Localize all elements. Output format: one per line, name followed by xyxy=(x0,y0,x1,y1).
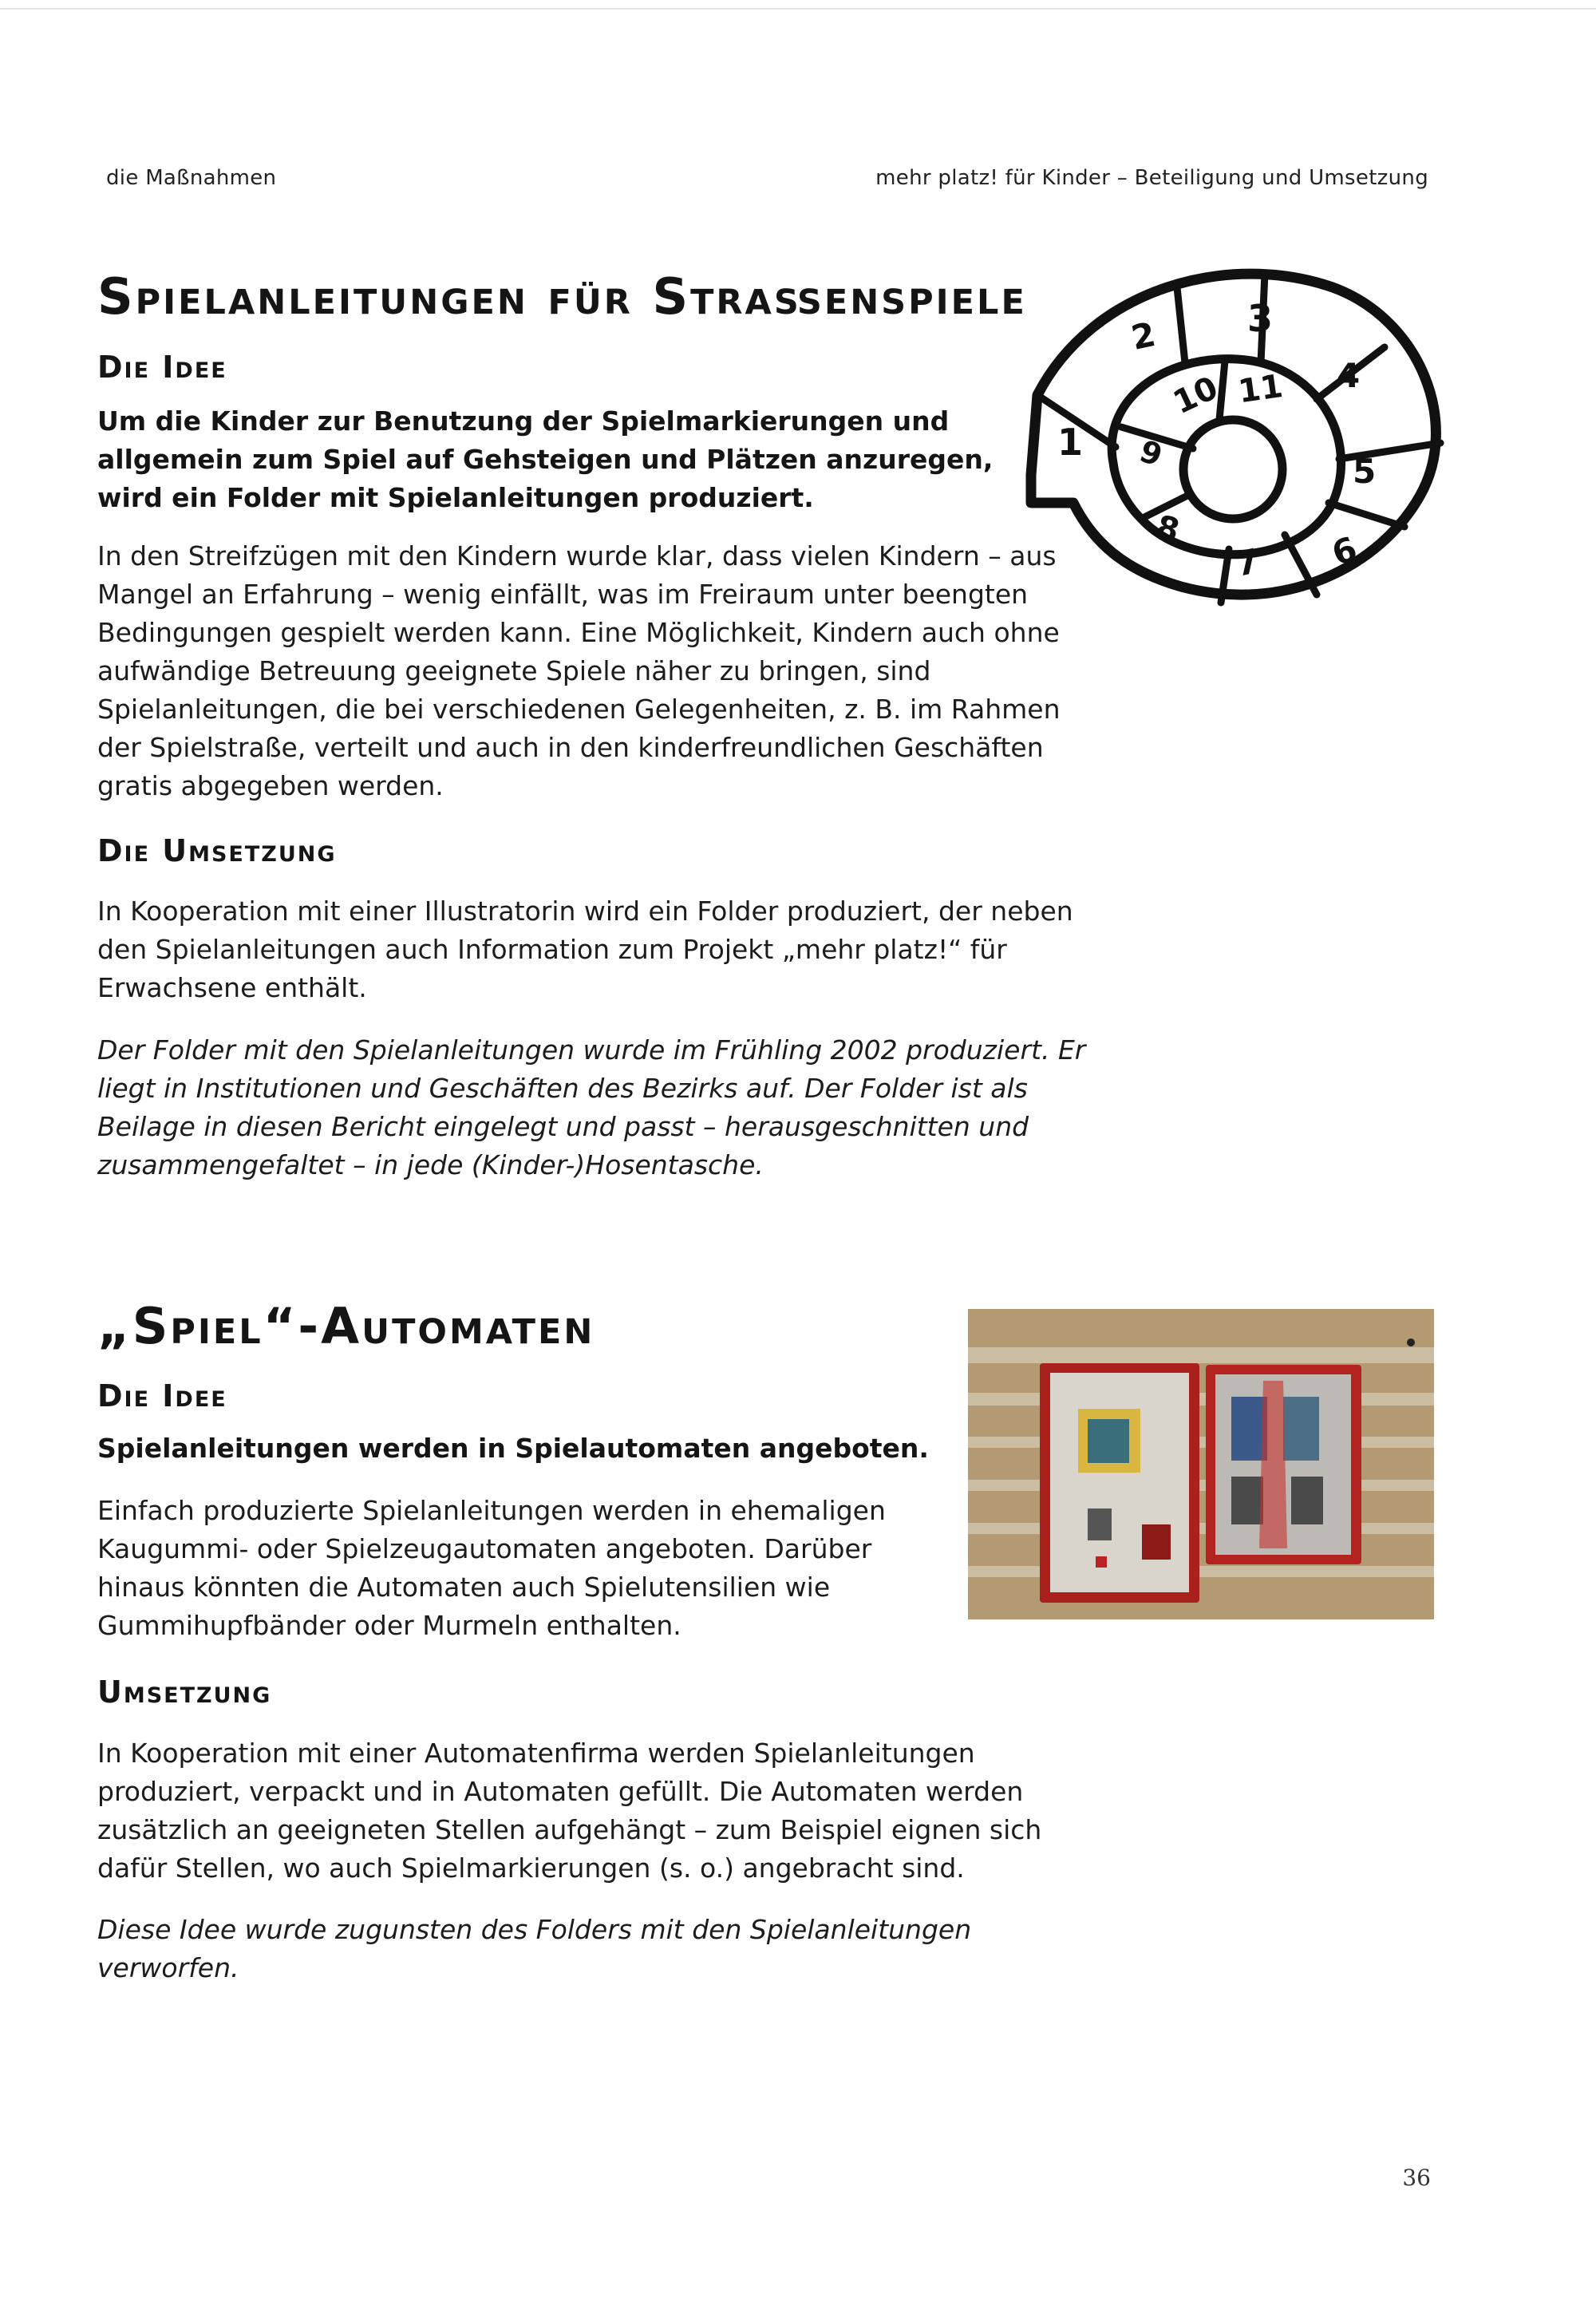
running-header-right: mehr platz! für Kinder – Beteiligung und Umsetzung xyxy=(875,166,1428,190)
note-idee-verworfen: Diese Idee wurde zugunsten des Folders mit den Spielanleitungen verworfen. xyxy=(97,1914,972,1983)
snail-divider xyxy=(1329,503,1404,527)
snail-number: 2 xyxy=(1128,314,1159,358)
snail-number: 1 xyxy=(1057,421,1084,464)
snail-number: 10 xyxy=(1167,370,1224,422)
wall-screw xyxy=(1407,1338,1415,1346)
scan-top-edge xyxy=(0,8,1596,10)
heading-umsetzung-2: Umsetzung xyxy=(97,1674,272,1710)
snail-number: 11 xyxy=(1235,367,1286,411)
snail-number: 7 xyxy=(1231,540,1263,584)
heading-die-idee-2: Die Idee xyxy=(97,1378,227,1414)
body-text-automaten: Einfach produzierte Spielanleitungen werden in ehemaligen Kaugummi- oder Spielzeugautomaten angeboten. Darüber hinaus könnten die Automaten auch Spielutensilien wie Gummihupfbänder oder Murmeln enthalten. xyxy=(97,1495,886,1641)
vending-machines-photo xyxy=(968,1309,1434,1619)
snail-center-circle xyxy=(1183,420,1282,519)
running-header-left: die Maßnahmen xyxy=(106,166,277,190)
snail-number: 8 xyxy=(1152,508,1183,550)
snail-number: 3 xyxy=(1247,297,1274,340)
body-text-umsetzung-1: In Kooperation mit einer Illustratorin wird ein Folder produziert, der neben den Spielanleitungen auch Information zum Projekt „mehr platz!“ für Erwachsene enthält. xyxy=(97,896,1073,1003)
lead-text-2: Spielanleitungen werden in Spielautomaten angeboten. xyxy=(97,1433,929,1464)
body-text-umsetzung-2: In Kooperation mit einer Automatenfirma werden Spielanleitungen produziert, verpackt und in Automaten gefüllt. Die Automaten werden zusätzlich an geeigneten Stellen aufgehängt – zum Beispiel eignen sich dafür Stellen, wo auch Spielmarkierungen (s. o.) angebracht sind. xyxy=(97,1738,1042,1884)
snail-number: 6 xyxy=(1326,528,1362,574)
snail-divider xyxy=(1177,287,1185,363)
vending-machine-left xyxy=(1040,1363,1199,1603)
lead-text-1: Um die Kinder zur Benutzung der Spielmarkierungen und allgemein zum Spiel auf Gehsteigen und Plätzen anzuregen, wird ein Folder mit Spielanleitungen produziert. xyxy=(97,405,994,513)
snail-number: 9 xyxy=(1135,433,1167,474)
heading-die-umsetzung: Die Umsetzung xyxy=(97,833,337,868)
snail-number: 5 xyxy=(1353,452,1377,491)
heading-die-idee-1: Die Idee xyxy=(97,350,227,385)
body-text-streifzuege: In den Streifzügen mit den Kindern wurde klar, dass vielen Kindern – aus Mangel an Erfahrung – wenig einfällt, was im Freiraum unter beengten Bedingungen gespielt werden kann. Eine Möglichkeit, Kindern auch ohne aufwändige Betreuung geeignete Spiele näher zu bringen, sind Spielanleitungen, die bei verschiedenen Gelegenheiten, z. B. im Rahmen der Spielstraße, verteilt und auch in den kinderfreundlichen Geschäften gratis abgegeben werden. xyxy=(97,540,1061,801)
snail-divider xyxy=(1219,361,1225,420)
section-title-spiel-automaten: „Spiel“-Automaten xyxy=(97,1297,595,1355)
note-folder-produziert: Der Folder mit den Spielanleitungen wurde im Frühling 2002 produziert. Er liegt in Institutionen und Geschäften des Bezirks auf. Der Folder ist als Beilage in diesen Bericht eingelegt und passt – herausgeschnitten und zusammengefaltet – in jede (Kinder-)Hosentasche. xyxy=(97,1034,1086,1180)
snail-number: 4 xyxy=(1337,356,1361,395)
section-title-strassenspiele: Spielanleitungen für Straßenspiele xyxy=(97,267,1027,326)
page-number: 36 xyxy=(1402,2165,1431,2191)
snail-hopscotch-drawing xyxy=(1021,263,1452,631)
vending-machine-right xyxy=(1206,1365,1361,1564)
